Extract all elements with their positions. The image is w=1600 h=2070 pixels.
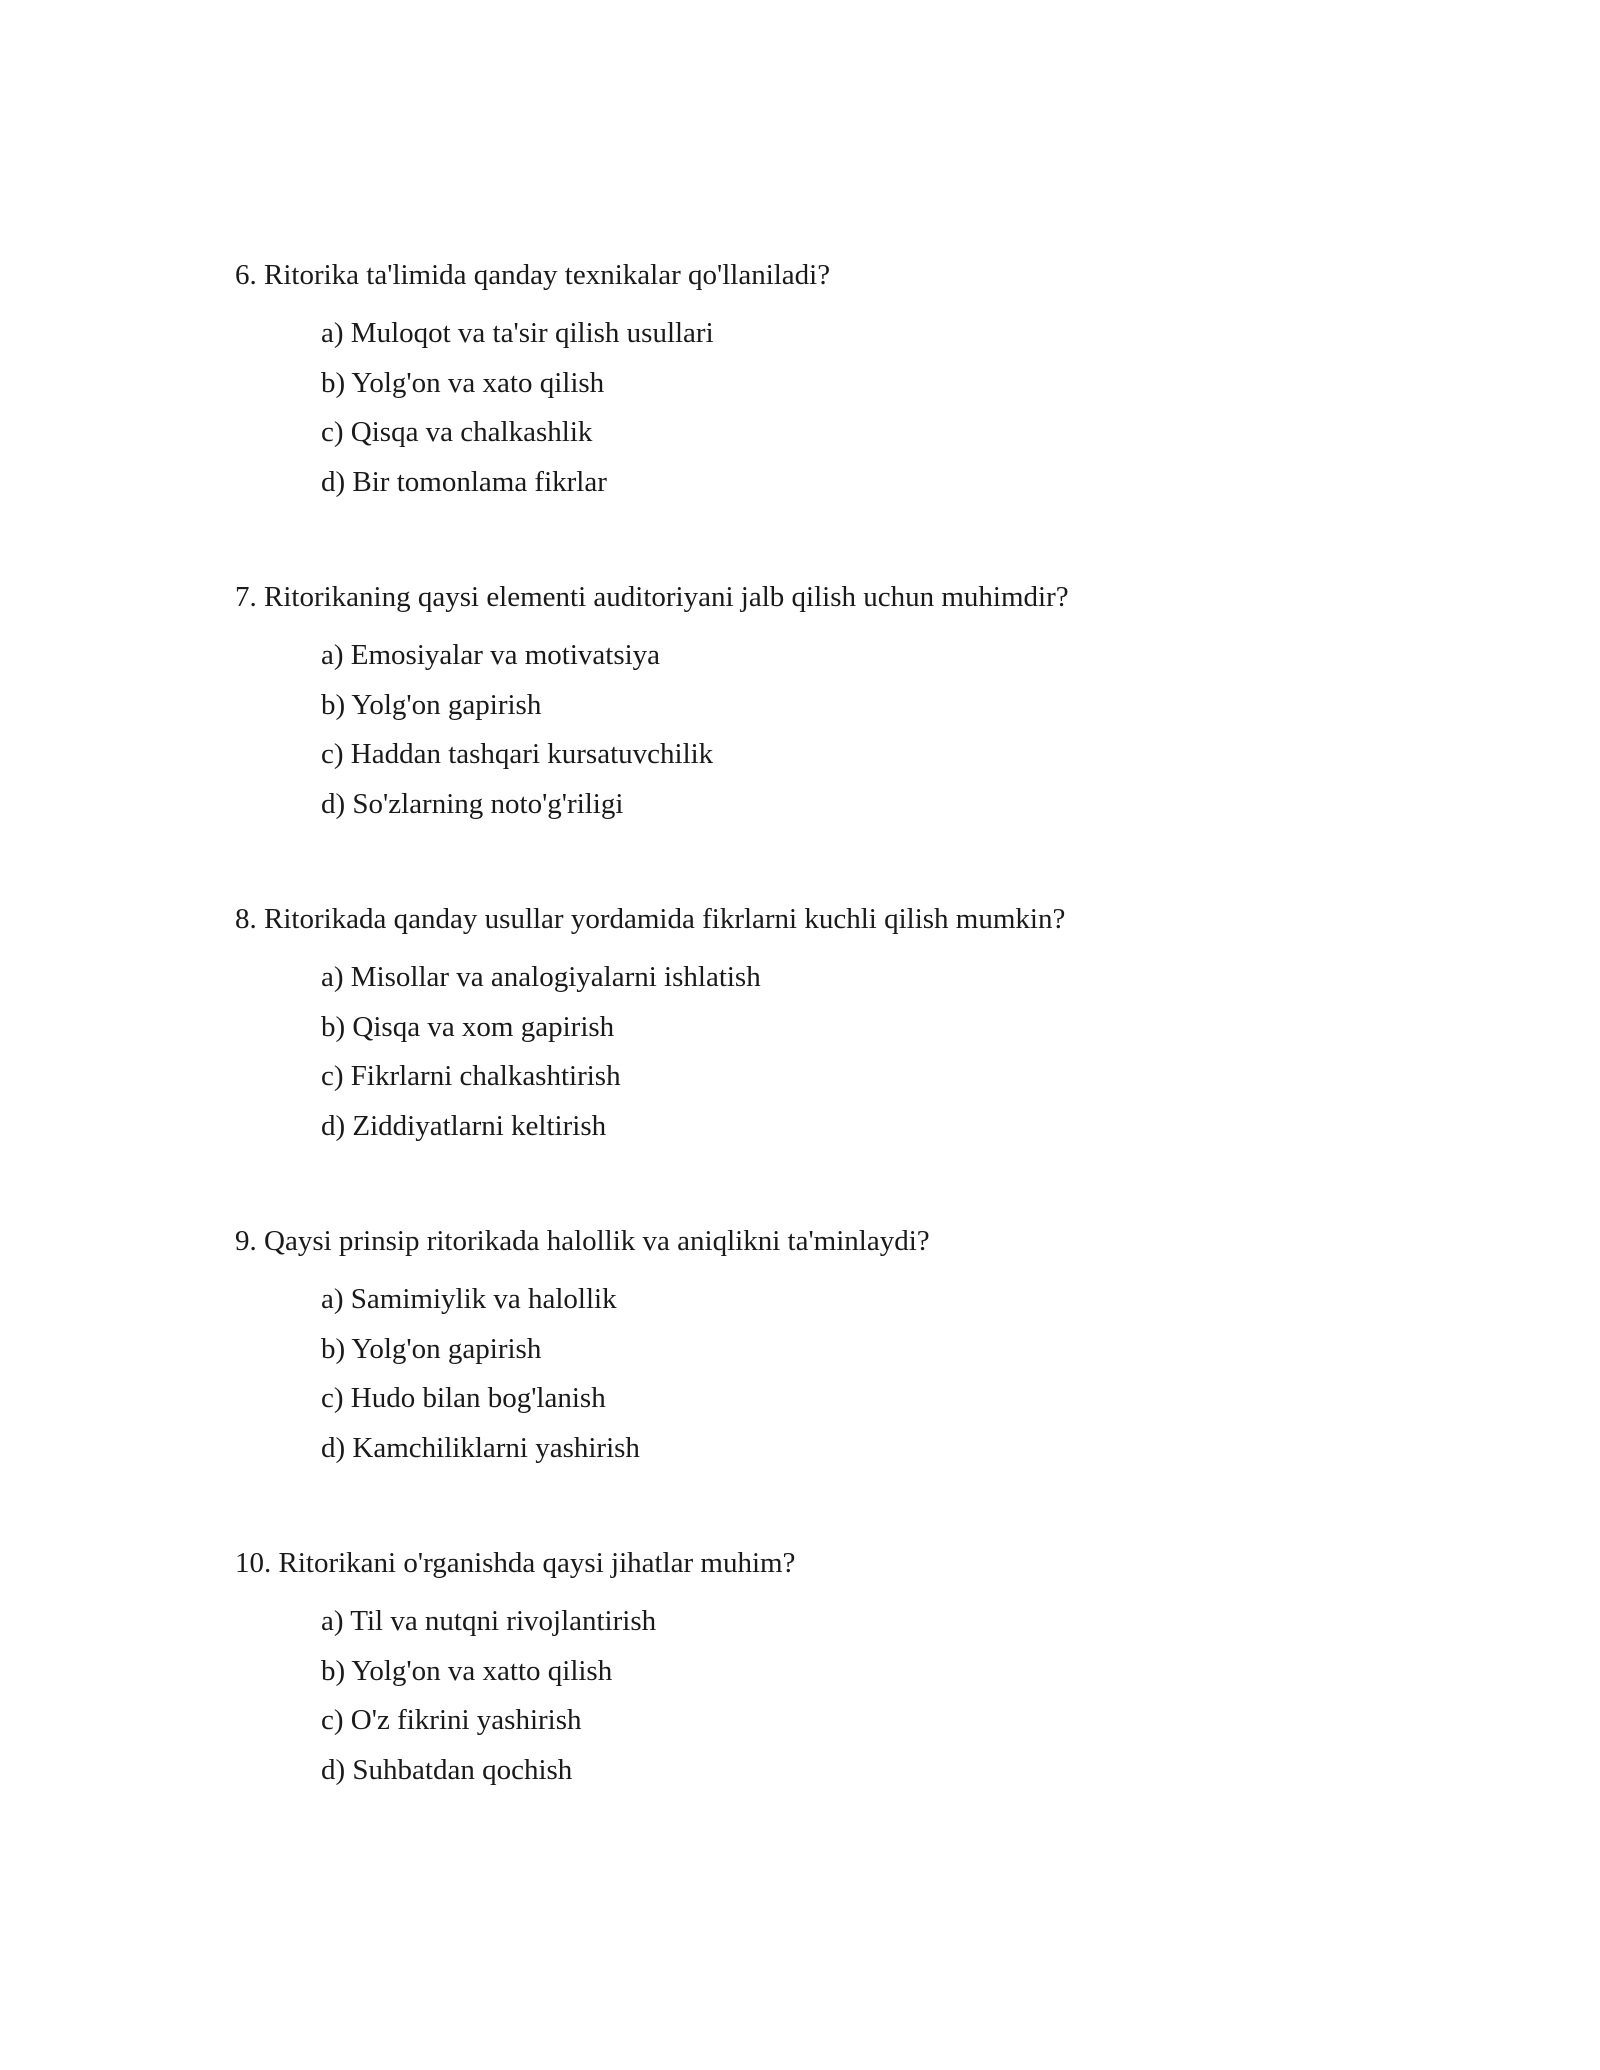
option-d: d) Suhbatdan qochish	[321, 1753, 573, 1786]
question-text: 9. Qaysi prinsip ritorikada halollik va aniqlikni ta'minlaydi?	[235, 1225, 930, 1257]
question-10	[235, 1545, 1435, 1795]
question-text: 6. Ritorika ta'limida qanday texnikalar qo'llaniladi?	[235, 259, 831, 291]
option-b: b) Yolg'on va xato qilish	[321, 366, 605, 399]
option-b: b) Yolg'on gapirish	[321, 1332, 542, 1365]
option-d: d) Kamchiliklarni yashirish	[321, 1431, 640, 1464]
answer-options	[321, 1597, 1435, 1795]
option-d: d) Ziddiyatlarni keltirish	[321, 1109, 607, 1142]
question-7	[235, 579, 1435, 829]
question-8	[235, 901, 1435, 1151]
option-a: a) Samimiylik va halollik	[321, 1283, 617, 1315]
option-a: a) Misollar va analogiyalarni ishlatish	[321, 961, 761, 993]
option-d: d) So'zlarning noto'g'riligi	[321, 787, 624, 820]
option-c: c) Qisqa va chalkashlik	[321, 416, 593, 448]
option-b: b) Qisqa va xom gapirish	[321, 1010, 615, 1043]
option-b: b) Yolg'on va xatto qilish	[321, 1654, 613, 1687]
question-6	[235, 257, 1435, 507]
option-c: c) Fikrlarni chalkashtirish	[321, 1060, 621, 1092]
option-c: c) Haddan tashqari kursatuvchilik	[321, 738, 714, 770]
option-a: a) Emosiyalar va motivatsiya	[321, 639, 661, 671]
option-b: b) Yolg'on gapirish	[321, 688, 542, 721]
option-c: c) O'z fikrini yashirish	[321, 1704, 582, 1736]
option-a: a) Muloqot va ta'sir qilish usullari	[321, 317, 714, 349]
question-9	[235, 1223, 1435, 1473]
question-text: 7. Ritorikaning qaysi elementi auditoriyani jalb qilish uchun muhimdir?	[235, 581, 1069, 613]
answer-options	[321, 1275, 1435, 1473]
option-c: c) Hudo bilan bog'lanish	[321, 1382, 606, 1414]
question-text: 8. Ritorikada qanday usullar yordamida fikrlarni kuchli qilish mumkin?	[235, 903, 1066, 935]
answer-options	[321, 309, 1435, 507]
option-a: a) Til va nutqni rivojlantirish	[321, 1605, 657, 1637]
option-d: d) Bir tomonlama fikrlar	[321, 465, 607, 498]
answer-options	[321, 631, 1435, 829]
answer-options	[321, 953, 1435, 1151]
question-text: 10. Ritorikani o'rganishda qaysi jihatlar muhim?	[235, 1547, 796, 1579]
